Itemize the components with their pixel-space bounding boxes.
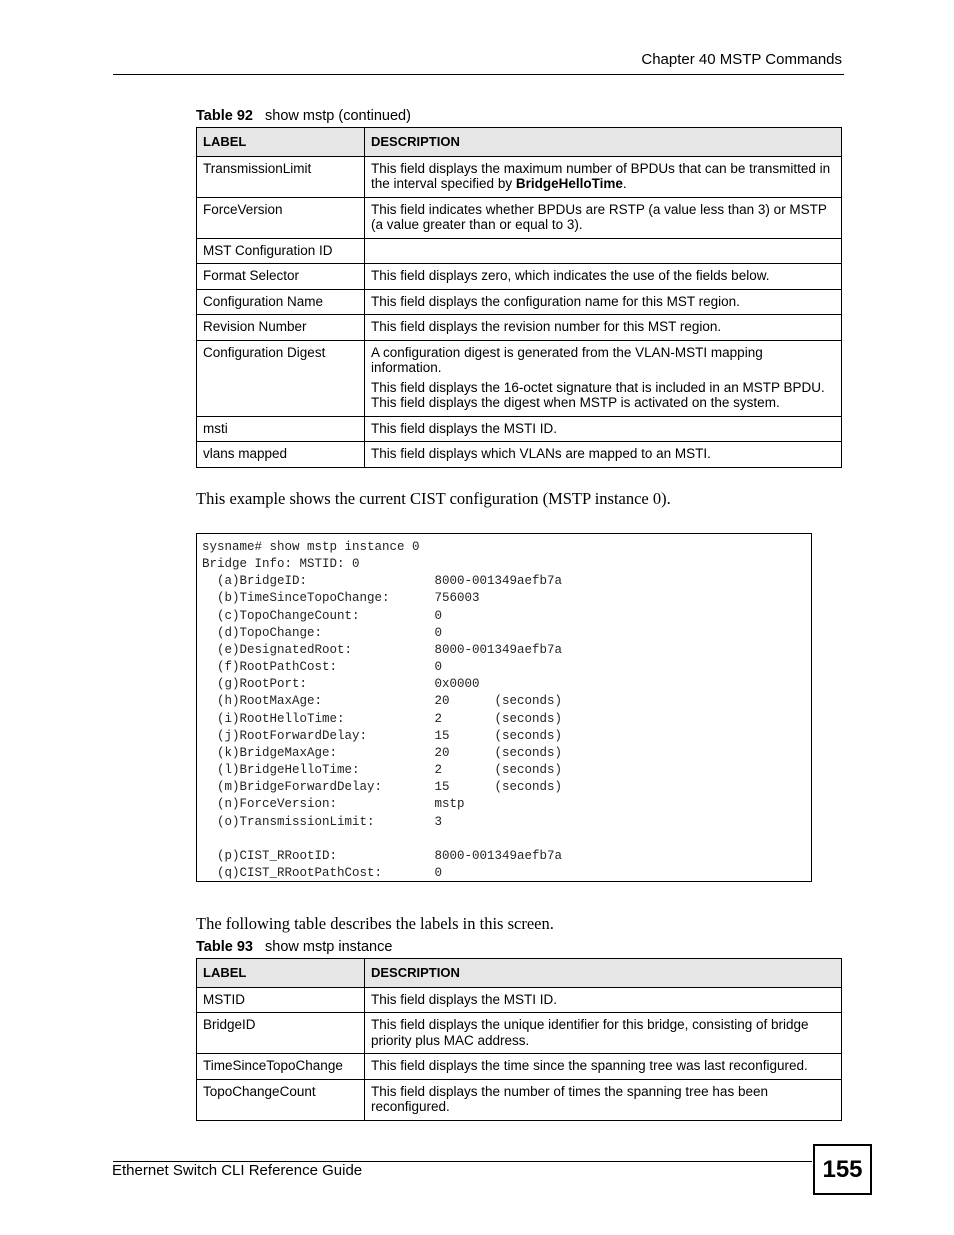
table-row — [197, 1054, 842, 1080]
table-92-title: show mstp (continued) — [265, 108, 411, 124]
description-column-header: DESCRIPTION — [365, 128, 842, 157]
label-column-header: LABEL — [197, 128, 365, 157]
table-row — [197, 1079, 842, 1120]
table-header-row — [197, 959, 842, 988]
row-description — [365, 156, 842, 197]
row-label: TransmissionLimit — [197, 156, 365, 197]
table-92 — [196, 127, 842, 468]
row-label: MST Configuration ID — [197, 238, 365, 264]
row-label: BridgeID — [197, 1013, 365, 1054]
row-description — [365, 238, 842, 264]
row-label: Configuration Digest — [197, 340, 365, 416]
row-description-end: . — [622, 176, 627, 191]
row-description: This field displays the configuration name for this MST region. — [365, 289, 842, 315]
row-label: vlans mapped — [197, 442, 365, 468]
row-label: Revision Number — [197, 315, 365, 341]
chapter-title: Chapter 40 MSTP Commands — [641, 51, 842, 68]
row-label: msti — [197, 416, 365, 442]
table-row — [197, 340, 842, 416]
table-row — [197, 416, 842, 442]
row-description: This field displays the number of times the spanning tree has been reconfigured. — [365, 1079, 842, 1120]
code-example: sysname# show mstp instance 0 Bridge Info: MSTID: 0 (a)BridgeID: 8000-001349aefb7a (b)TimeSinceTopoChange: 756003 (c)TopoChangeCount: 0 (d)TopoChange: 0 (e)DesignatedRoot: 8000-001349aefb7a (f)RootPathCost: 0 (g)RootPort: 0x0000 (h)RootMaxAge: 20 (seconds) (i)RootHelloTime: 2 (seconds) (j)RootForwardDelay: 15 (seconds) (k)BridgeMaxAge: 20 (seconds) (l)BridgeHelloTime: 2 (seconds) (m)BridgeForwardDelay: 15 (seconds) (n)ForceVersion: mstp (o)TransmissionLimit: 3 (p)CIST_RRootID: 8000-001349aefb7a (q)CIST_RRootPathCost: 0 — [202, 540, 563, 880]
table-row — [197, 197, 842, 238]
row-description: This field displays which VLANs are mapped to an MSTI. — [365, 442, 842, 468]
header-rule — [113, 74, 844, 75]
row-label: MSTID — [197, 987, 365, 1013]
table-row — [197, 238, 842, 264]
page-number: 155 — [813, 1144, 872, 1195]
row-description: This field displays the time since the spanning tree was last reconfigured. — [365, 1054, 842, 1080]
table-row — [197, 289, 842, 315]
code-example-box — [196, 533, 812, 882]
table-93-number: Table 93 — [196, 939, 253, 955]
table-intro-paragraph: The following table describes the labels in this screen. — [196, 914, 554, 933]
intro-paragraph: This example shows the current CIST configuration (MSTP instance 0). — [196, 489, 671, 508]
row-label: TopoChangeCount — [197, 1079, 365, 1120]
table-row — [197, 442, 842, 468]
row-description: This field displays the revision number for this MST region. — [365, 315, 842, 341]
table-93-title: show mstp instance — [265, 939, 393, 955]
table-row — [197, 264, 842, 290]
row-description: This field indicates whether BPDUs are RSTP (a value less than 3) or MSTP (a value greater than or equal to 3). — [365, 197, 842, 238]
row-description: This field displays the MSTI ID. — [365, 987, 842, 1013]
label-column-header: LABEL — [197, 959, 365, 988]
description-column-header: DESCRIPTION — [365, 959, 842, 988]
row-description: This field displays zero, which indicates the use of the fields below. — [365, 264, 842, 290]
table-row — [197, 987, 842, 1013]
table-row — [197, 156, 842, 197]
row-description-paragraph: A configuration digest is generated from the VLAN-MSTI mapping information. — [371, 344, 763, 375]
row-label: TimeSinceTopoChange — [197, 1054, 365, 1080]
row-description-paragraph: This field displays the 16-octet signature that is included in an MSTP BPDU. This field displays the digest when MSTP is activated on the system. — [371, 379, 825, 410]
guide-title: Ethernet Switch CLI Reference Guide — [112, 1162, 363, 1179]
row-description: This field displays the unique identifier for this bridge, consisting of bridge priority plus MAC address. — [365, 1013, 842, 1054]
table-93 — [196, 958, 842, 1121]
table-92-number: Table 92 — [196, 108, 253, 124]
table-header-row — [197, 128, 842, 157]
row-description: This field displays the MSTI ID. — [365, 416, 842, 442]
table-row — [197, 1013, 842, 1054]
table-row — [197, 315, 842, 341]
table-92-caption — [196, 108, 411, 124]
row-description-text: This field displays the maximum number of BPDUs that can be transmitted in the interval specified by — [371, 160, 831, 191]
row-label: ForceVersion — [197, 197, 365, 238]
row-description-bold: BridgeHelloTime — [515, 176, 623, 191]
row-label: Configuration Name — [197, 289, 365, 315]
row-label: Format Selector — [197, 264, 365, 290]
table-93-caption — [196, 939, 392, 955]
row-description — [365, 340, 842, 416]
